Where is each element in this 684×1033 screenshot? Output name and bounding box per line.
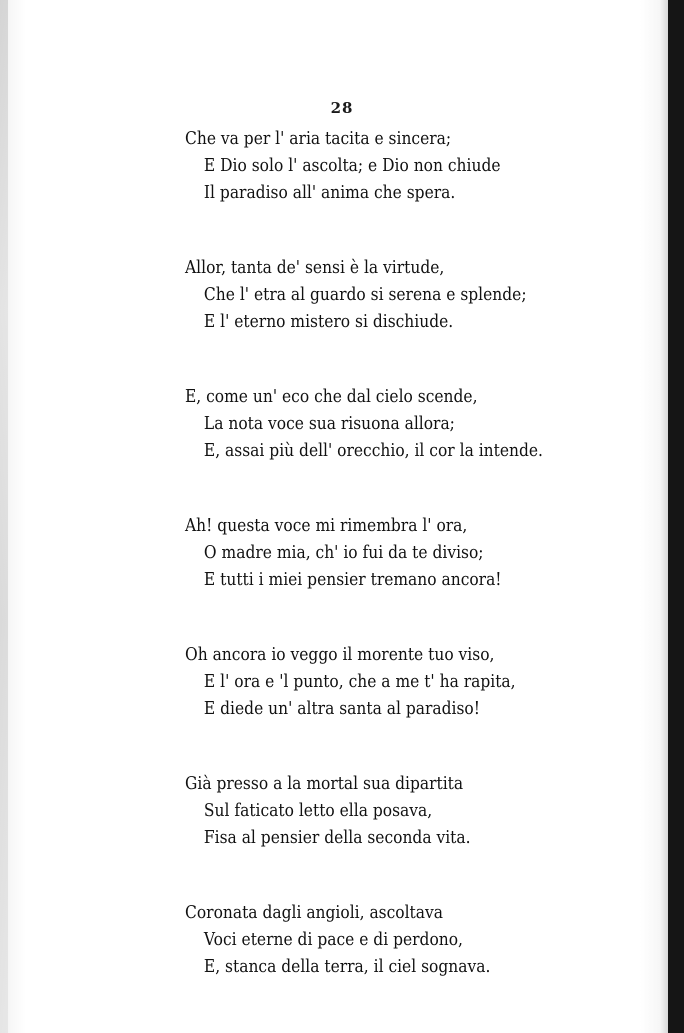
stanza-3 <box>185 383 625 464</box>
verse-line: O madre mia, ch' io fui da te diviso; <box>203 542 484 563</box>
poem-text <box>185 125 625 1028</box>
verse-line: Che l' etra al guardo si serena e splende; <box>203 284 527 305</box>
verse-line: Sul faticato letto ella posava, <box>203 800 433 821</box>
verse-line: E Dio solo l' ascolta; e Dio non chiude <box>203 155 501 176</box>
stanza-2 <box>185 254 625 335</box>
verse-line: E, stanca della terra, il ciel sognava. <box>203 956 491 977</box>
verse-line: Già presso a la mortal sua dipartita <box>185 773 464 794</box>
verse-line: Che va per l' aria tacita e sincera; <box>185 128 452 149</box>
stanza-1 <box>185 125 625 206</box>
verse-line: E, come un' eco che dal cielo scende, <box>185 386 478 407</box>
verse-line: Coronata dagli angioli, ascoltava <box>185 902 443 923</box>
stanza-7 <box>185 899 625 980</box>
stanza-4 <box>185 512 625 593</box>
verse-line: La nota voce sua risuona allora; <box>203 413 455 434</box>
page-left-edge-shadow <box>0 0 8 1033</box>
verse-line: Allor, tanta de' sensi è la virtude, <box>185 257 445 278</box>
verse-line: Oh ancora io veggo il morente tuo viso, <box>185 644 495 665</box>
page-number: 28 <box>330 99 354 117</box>
verse-line: E l' eterno mistero si dischiude. <box>203 311 454 332</box>
stanza-6 <box>185 770 625 851</box>
verse-line: Il paradiso all' anima che spera. <box>203 182 456 203</box>
verse-line: E l' ora e 'l punto, che a me t' ha rapita, <box>203 671 516 692</box>
scan-right-border <box>668 0 684 1033</box>
verse-line: Fisa al pensier della seconda vita. <box>203 827 471 848</box>
stanza-5 <box>185 641 625 722</box>
verse-line: E diede un' altra santa al paradiso! <box>203 698 480 719</box>
verse-line: E tutti i miei pensier tremano ancora! <box>203 569 502 590</box>
verse-line: Ah! questa voce mi rimembra l' ora, <box>185 515 468 536</box>
verse-line: Voci eterne di pace e di perdono, <box>203 929 463 950</box>
verse-line: E, assai più dell' orecchio, il cor la intende. <box>203 440 543 461</box>
